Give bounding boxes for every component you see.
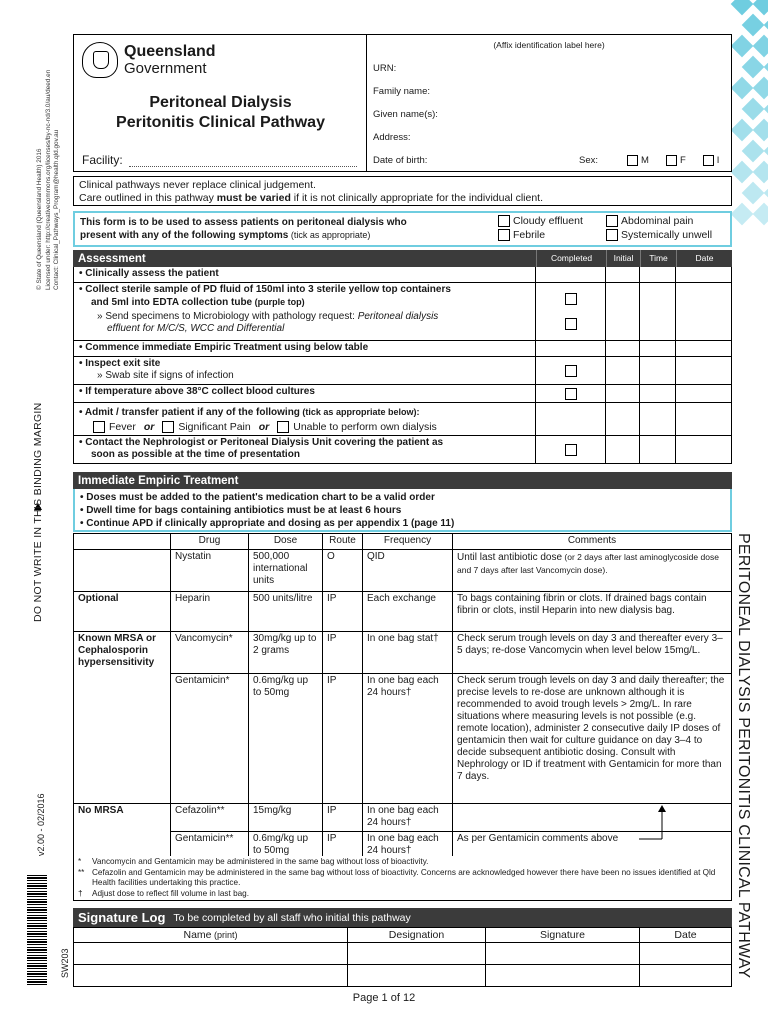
diamond-shape: [742, 14, 765, 37]
diamond-shape: [731, 0, 754, 15]
signature-header: Signature Log To be completed by all staff who initial this pathway: [73, 908, 732, 927]
abdominal-pain-checkbox[interactable]: [606, 215, 618, 227]
symptoms-instruction: This form is to be used to assess patients on peritoneal dialysis who present with any of the following symptoms (tick as appropriate): [80, 217, 407, 241]
header-left: [74, 35, 367, 171]
designation-input[interactable]: [348, 965, 486, 987]
febrile-checkbox[interactable]: [498, 229, 510, 241]
assessment-row: • Contact the Nephrologist or Peritoneal Dialysis Unit covering the patient as soon as possible at the time of presentation: [73, 436, 732, 464]
diamond-shape: [731, 77, 754, 100]
table-row: Known MRSA or Cephalosporin hypersensitivity Vancomycin* 30mg/kg up to 2 grams IP In one bag stat† Check serum trough levels on day 3 and thereafter every 3–5 days; re-dose Vancomycin when level below 15mg/L.: [74, 632, 732, 674]
logo-line2: Government: [124, 60, 207, 77]
name-input[interactable]: [74, 965, 348, 987]
assessment-section: [73, 250, 732, 464]
address-field[interactable]: Address:: [373, 132, 411, 143]
diamond-shape: [731, 161, 754, 184]
fever-checkbox[interactable]: [93, 421, 105, 433]
form-code: SW203: [60, 948, 70, 978]
assessment-row: • Admit / transfer patient if any of the following (tick as appropriate below): Fever or Significant Pain or Unable to perform own dialysis: [73, 403, 732, 436]
diamond-shape: [753, 77, 768, 100]
drug-table: [73, 533, 732, 859]
table-row: Nystatin 500,000 international units O QID Until last antibiotic dose (or 2 days after last aminoglycoside dose and 7 days after last Vancomycin dose).: [74, 550, 732, 592]
diamond-shape: [731, 119, 754, 142]
assessment-row: • If temperature above 38°C collect blood cultures: [73, 385, 732, 403]
urn-field[interactable]: URN:: [373, 63, 397, 74]
facility-field[interactable]: Facility:: [82, 153, 357, 167]
signature-table-header: Name (print) Designation Signature Date: [74, 928, 732, 943]
diamond-shape: [764, 182, 768, 205]
logo-line1: Queensland: [124, 43, 216, 60]
crest-icon: [82, 42, 118, 78]
table-row: Gentamicin** 0.6mg/kg up to 50mg IP In one bag each 24 hours† As per Gentamicin comments above: [74, 832, 732, 859]
date-input[interactable]: [640, 943, 732, 965]
assessment-row: • Commence immediate Empiric Treatment using below table: [73, 341, 732, 357]
diamond-shape: [764, 140, 768, 163]
drug-table-header: Drug Dose Route Frequency Comments: [74, 534, 732, 550]
diamond-shape: [731, 35, 754, 58]
diamond-shape: [764, 56, 768, 79]
diamond-shape: [753, 0, 768, 15]
completed-checkbox[interactable]: [565, 293, 577, 305]
assessment-row: • Inspect exit site » Swab site if signs of infection: [73, 357, 732, 385]
sex-i-checkbox[interactable]: [703, 155, 714, 166]
diamond-shape: [742, 140, 765, 163]
page-number: Page 1 of 12: [352, 992, 416, 1004]
cloudy-effluent-checkbox[interactable]: [498, 215, 510, 227]
unable-dialysis-checkbox[interactable]: [277, 421, 289, 433]
symptoms-box: [73, 211, 732, 247]
diamond-shape: [742, 182, 765, 205]
family-name-field[interactable]: Family name:: [373, 86, 431, 97]
completed-checkbox[interactable]: [565, 318, 577, 330]
designation-input[interactable]: [348, 943, 486, 965]
affix-label: (Affix identification label here): [493, 40, 605, 50]
assessment-row: • Collect sterile sample of PD fluid of 150ml into 3 sterile yellow top containers and 5ml into EDTA collection tube (purple top) » Send specimens to Microbiology with pathology request: Peritoneal dialysis effluent for M/C/S, WCC and Differential: [73, 283, 732, 341]
arrow-up-icon: [656, 804, 668, 834]
systemically-unwell-checkbox[interactable]: [606, 229, 618, 241]
diamond-shape: [753, 35, 768, 58]
license-text: © State of Queensland (Queensland Health) 2016 Licensed under: http://creativecommons.org/licenses/by-nc-nd/3.0/au/deed.en Contact: Clinical_Pathways_Program@health.qld.gov.au: [36, 69, 60, 290]
sex-m-checkbox[interactable]: [627, 155, 638, 166]
form-title: Peritoneal Dialysis Peritonitis Clinical Pathway: [116, 94, 325, 131]
completed-checkbox[interactable]: [565, 365, 577, 377]
diamond-shape: [742, 98, 765, 121]
significant-pain-checkbox[interactable]: [162, 421, 174, 433]
footnotes: * Vancomycin and Gentamicin may be administered in the same bag without loss of bioactivity. ** Cefazolin and Gentamicin may be administered in the same bag without loss of bioactivity. Concerns are acknowledged however there have been no issues identified at Qld Health facilities undertaking this practice. † Adjust dose to reflect fill volume in last bag.: [73, 856, 732, 901]
facility-input-line[interactable]: [129, 157, 357, 167]
signature-row: [74, 943, 732, 965]
sex-field: Sex: M F I: [579, 155, 720, 166]
signature-log: [73, 908, 732, 987]
diamond-shape: [753, 161, 768, 184]
disclaimer: Clinical pathways never replace clinical judgement. Care outlined in this pathway must be varied if it is not clinically appropriate for the individual client.: [73, 176, 732, 206]
diamond-shape: [753, 119, 768, 142]
patient-id-area: [367, 35, 731, 171]
table-row: Optional Heparin 500 units/litre IP Each exchange To bags containing fibrin or clots. If drained bags contain fibrin or clots, instil Heparin into new dialysis bag.: [74, 592, 732, 632]
assessment-row: • Clinically assess the patient: [73, 267, 732, 283]
table-row: Gentamicin* 0.6mg/kg up to 50mg IP In one bag each 24 hours† Check serum trough levels on day 3 and daily thereafter; the precise levels to re-dose are unknown although it is recommended to avoid trough levels > 2mg/L. In rare situations where measuring levels is not possible (e.g. remote location), administer 2 consecutive daily IP doses of gentamicin then wait for culture guidance on day 3–4 to decide subsequent antibiotic dosing. Consult with Nephrology or ID if treatment with Gentamicin for more than 7 days.: [74, 674, 732, 804]
symptom-options: Cloudy effluent Abdominal pain Febrile Systemically unwell: [498, 215, 726, 241]
signature-input[interactable]: [486, 943, 640, 965]
barcode: [27, 875, 47, 985]
name-input[interactable]: [74, 943, 348, 965]
table-row: No MRSA Cefazolin** 15mg/kg IP In one bag each 24 hours†: [74, 804, 732, 832]
assessment-header: Assessment Completed Initial Time Date: [73, 250, 732, 267]
empiric-section: [73, 472, 732, 532]
completed-checkbox[interactable]: [565, 444, 577, 456]
pathway-side-title: PERITONEAL DIALYSIS PERITONITIS CLINICAL PATHWAY: [735, 533, 752, 979]
signature-table: [73, 927, 732, 987]
version-label: v2.00 - 02/2016: [36, 793, 46, 856]
signature-input[interactable]: [486, 965, 640, 987]
binding-margin-notice: DO NOT WRITE IN THIS BINDING MARGIN: [32, 402, 44, 622]
given-names-field[interactable]: Given name(s):: [373, 109, 438, 120]
empiric-header: Immediate Empiric Treatment: [73, 472, 732, 489]
qld-logo: [82, 42, 216, 78]
diamond-shape: [742, 56, 765, 79]
decorative-diamond-pattern: [730, 0, 768, 230]
connector-line: [639, 832, 669, 846]
diamond-shape: [753, 203, 768, 226]
diamond-shape: [764, 98, 768, 121]
diamond-shape: [731, 203, 754, 226]
diamond-shape: [764, 14, 768, 37]
empiric-instructions: • Doses must be added to the patient's medication chart to be a valid order • Dwell time for bags containing antibiotics must be at least 6 hours • Continue APD if clinically appropriate and dosing as per appendix 1 (page 11): [73, 489, 732, 532]
date-input[interactable]: [640, 965, 732, 987]
signature-row: [74, 965, 732, 987]
sex-f-checkbox[interactable]: [666, 155, 677, 166]
dob-field[interactable]: Date of birth:: [373, 155, 428, 166]
completed-checkbox[interactable]: [565, 388, 577, 400]
header: [73, 34, 732, 172]
